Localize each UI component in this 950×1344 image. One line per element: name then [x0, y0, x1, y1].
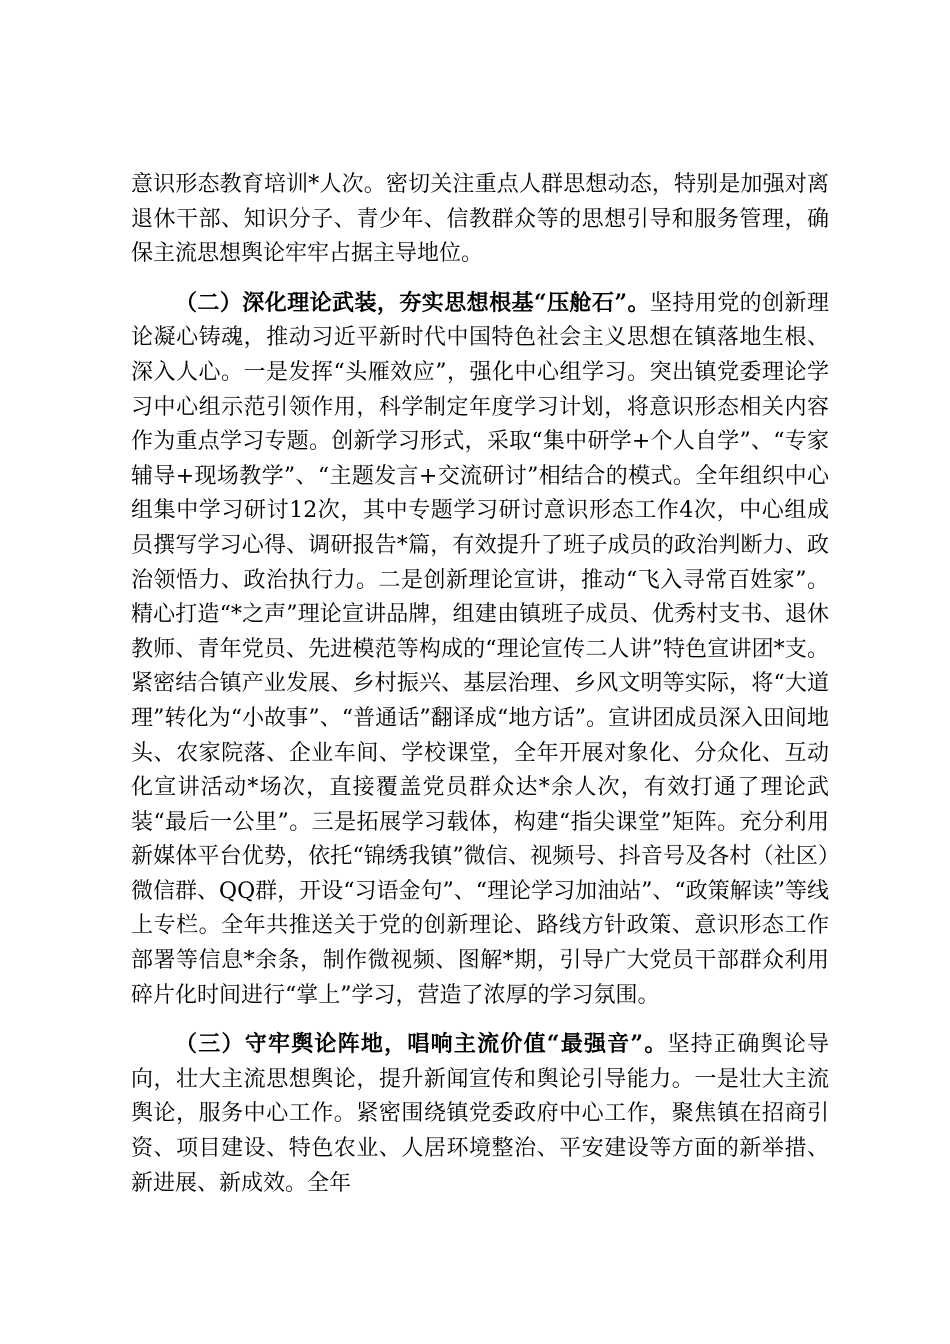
paragraph-section-3 — [131, 1027, 829, 1201]
paragraph-body: 坚持用党的创新理论凝心铸魂，推动习近平新时代中国特色社会主义思想在镇落地生根、深入人心。一是发挥“头雁效应”，强化中心组学习。突出镇党委理论学习中心组示范引领作用，科学制定年度学习计划，将意识形态相关内容作为重点学习专题。创新学习形式，采取“集中研学+个人自学”、“专家辅导+现场教学”、“主题发言+交流研讨”相结合的模式。全年组织中心组集中学习研讨12次，其中专题学习研讨意识形态工作4次，中心组成员撰写学习心得、调研报告*篇，有效提升了班子成员的政治判断力、政治领悟力、政治执行力。二是创新理论宣讲，推动“飞入寻常百姓家”。精心打造“*之声”理论宣讲品牌，组建由镇班子成员、优秀村支书、退休教师、青年党员、先进模范等构成的“理论宣传二人讲”特色宣讲团*支。紧密结合镇产业发展、乡村振兴、基层治理、乡风文明等实际，将“大道理”转化为“小故事”、“普通话”翻译成“地方话”。宣讲团成员深入田间地头、农家院落、企业车间、学校课堂，全年开展对象化、分众化、互动化宣讲活动*场次，直接覆盖党员群众达*余人次，有效打通了理论武装“最后一公里”。三是拓展学习载体，构建“指尖课堂”矩阵。充分利用新媒体平台优势，依托“锦绣我镇”微信、视频号、抖音号及各村（社区）微信群、QQ群，开设“习语金句”、“理论学习加油站”、“政策解读”等线上专栏。全年共推送关于党的创新理论、路线方针政策、意识形态工作部署等信息*余条，制作微视频、图解*期，引导广大党员干部群众利用碎片化时间进行“掌上”学习，营造了浓厚的学习氛围。 — [131, 290, 829, 1008]
paragraph-section-2 — [131, 286, 829, 1013]
section-heading-2: （二）深化理论武装，夯实思想根基“压舱石”。 — [175, 289, 650, 316]
paragraph-body: 意识形态教育培训*人次。密切关注重点人群思想动态，特别是加强对离退休干部、知识分子、青少年、信教群众等的思想引导和服务管理，确保主流思想舆论牢牢占据主导地位。 — [131, 172, 829, 267]
document-page — [131, 168, 829, 1215]
section-heading-3: （三）守牢舆论阵地，唱响主流价值“最强音”。 — [175, 1031, 668, 1058]
paragraph-body: 坚持正确舆论导向，壮大主流思想舆论，提升新闻宣传和舆论引导能力。一是壮大主流舆论，服务中心工作。紧密围绕镇党委政府中心工作，聚焦镇在招商引资、项目建设、特色农业、人居环境整治、平安建设等方面的新举措、新进展、新成效。全年 — [131, 1032, 829, 1196]
paragraph-continuation — [131, 168, 829, 272]
